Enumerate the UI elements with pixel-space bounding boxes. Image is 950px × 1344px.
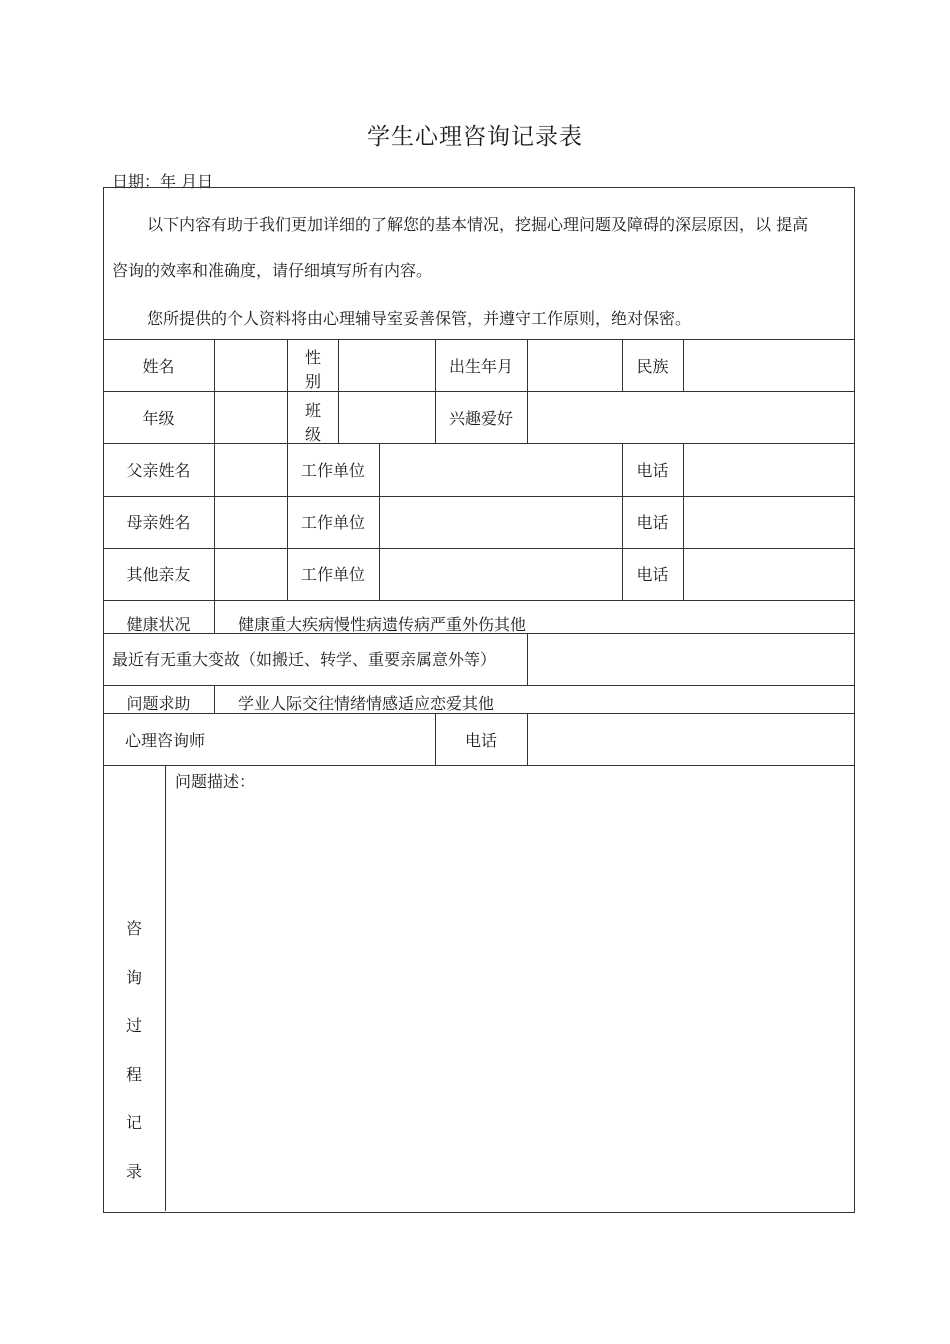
relative-name-label: 其他亲友: [126, 565, 191, 584]
col-divider: [527, 633, 528, 685]
class-label: 班 级: [304, 401, 321, 444]
health-label: 健康状况: [126, 615, 191, 634]
changes-label: 最近有无重大变故（如搬迁、转学、重要亲属意外等）: [112, 650, 497, 669]
mother-name-label: 母亲姓名: [126, 513, 191, 532]
relative-work-label: 工作单位: [300, 565, 365, 584]
col-divider: [683, 443, 684, 600]
date-line: 日期：年 月日: [112, 172, 214, 191]
row-divider: [103, 765, 854, 766]
intro-line-1: 以下内容有助于我们更加详细的了解您的基本情况，挖掘心理问题及障碍的深层原因，以 提高: [147, 215, 809, 234]
row-divider: [103, 339, 854, 340]
col-divider: [214, 600, 215, 633]
record-side-label: 咨 询 过 程 记 录: [125, 919, 142, 1181]
intro-line-2: 咨询的效率和准确度，请仔细填写所有内容。: [112, 261, 433, 280]
row-divider: [103, 496, 854, 497]
hobby-label: 兴趣爱好: [448, 409, 513, 428]
col-divider: [527, 339, 528, 444]
grade-label: 年级: [142, 409, 175, 428]
relative-phone-label: 电话: [636, 565, 669, 584]
intro-line-3: 您所提供的个人资料将由心理辅导室妥善保管，并遵守工作原则，绝对保密。: [147, 309, 692, 328]
mother-work-label: 工作单位: [300, 513, 365, 532]
row-divider: [103, 548, 854, 549]
ethnic-label: 民族: [636, 357, 669, 376]
father-name-label: 父亲姓名: [126, 461, 191, 480]
name-label: 姓名: [142, 357, 175, 376]
father-work-label: 工作单位: [300, 461, 365, 480]
help-options: 学业人际交往情绪情感适应恋爱其他: [238, 694, 495, 713]
col-divider: [683, 339, 684, 392]
page-title: 学生心理咨询记录表: [367, 124, 583, 150]
col-divider: [214, 443, 215, 600]
col-divider: [214, 339, 215, 444]
help-label: 问题求助: [126, 694, 191, 713]
col-divider: [379, 443, 380, 600]
mother-phone-label: 电话: [636, 513, 669, 532]
counselor-label: 心理咨询师: [125, 731, 206, 750]
row-divider: [103, 443, 854, 444]
birth-label: 出生年月: [448, 357, 513, 376]
gender-label: 性 别: [304, 348, 321, 391]
problem-description-label: 问题描述：: [175, 772, 256, 791]
father-phone-label: 电话: [636, 461, 669, 480]
col-divider: [338, 339, 339, 444]
col-divider: [287, 339, 288, 444]
row-divider: [103, 391, 854, 392]
col-divider: [214, 685, 215, 713]
col-divider: [527, 713, 528, 765]
counselor-phone-label: 电话: [464, 731, 497, 750]
col-divider: [165, 765, 166, 1211]
row-divider: [103, 600, 854, 601]
health-options: 健康重大疾病慢性病遗传病严重外伤其他: [238, 615, 527, 634]
row-divider: [103, 685, 854, 686]
